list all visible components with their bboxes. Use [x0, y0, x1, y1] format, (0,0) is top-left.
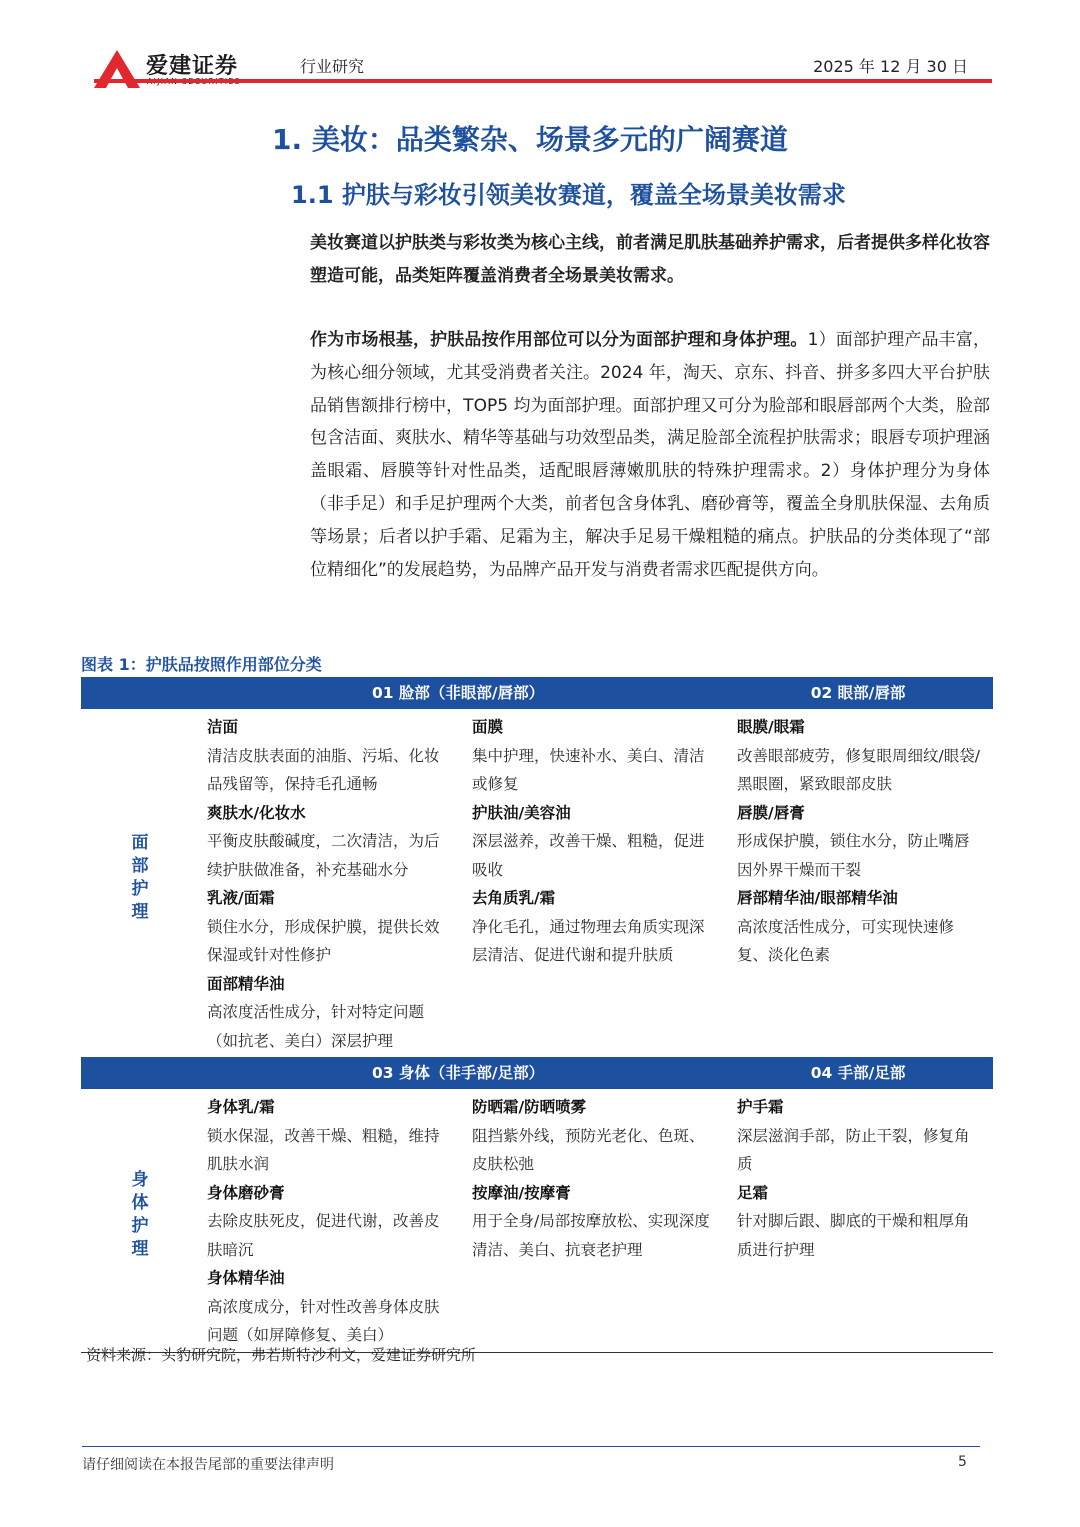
- group-label-text: 面部护理: [127, 832, 148, 925]
- product-category-name: 面部精华油: [207, 974, 285, 993]
- product-category-description: 高浓度成分，针对性改善身体皮肤问题（如屏障修复、美白）: [207, 1297, 440, 1344]
- product-category-name: 唇膜/唇膏: [737, 803, 805, 822]
- chapter-heading: 1. 美妆：品类繁杂、场景多元的广阔赛道: [272, 123, 788, 156]
- group-header-row: [81, 1057, 993, 1089]
- group-header-left: 01 脸部（非眼部/唇部）: [81, 677, 723, 709]
- product-category-name: 护肤油/美容油: [472, 803, 571, 822]
- product-category-name: 护手霜: [737, 1098, 784, 1116]
- product-category-description: 锁水保湿，改善干燥、粗糙，维持肌肤水润: [207, 1126, 440, 1173]
- product-category-description: 清洁皮肤表面的油脂、污垢、化妆品残留等，保持毛孔通畅: [207, 746, 440, 793]
- category-column: [723, 1089, 993, 1352]
- product-category-description: 形成保护膜，锁住水分，防止嘴唇因外界干燥而干裂: [737, 832, 970, 879]
- summary-paragraph: 美妆赛道以护肤类与彩妆类为核心主线，前者满足肌肤基础养护需求，后者提供多样化妆容塑造可能，品类矩阵覆盖消费者全场景美妆需求。: [310, 233, 990, 286]
- product-category-name: 洁面: [207, 718, 239, 736]
- figure-source: 资料来源：头豹研究院，弗若斯特沙利文，爱建证券研究所: [86, 1346, 477, 1364]
- product-category-description: 深层滋养，改善干燥、粗糙，促进吸收: [472, 832, 705, 879]
- group-body-row: [81, 1089, 993, 1352]
- product-category-description: 锁住水分，形成保护膜，提供长效保湿或针对性修护: [207, 917, 440, 964]
- page-number: 5: [958, 1454, 967, 1470]
- product-category-name: 面膜: [472, 718, 504, 736]
- category-column: [458, 709, 723, 1057]
- product-category-name: 身体乳/霜: [207, 1098, 275, 1116]
- product-category-description: 平衡皮肤酸碱度，二次清洁，为后续护肤做准备，补充基础水分: [207, 832, 440, 879]
- product-category-description: 净化毛孔，通过物理去角质实现深层清洁、促进代谢和提升肤质: [472, 917, 705, 964]
- product-category-name: 去角质乳/霜: [472, 889, 556, 907]
- classification-table: [81, 677, 993, 1353]
- product-category-description: 改善眼部疲劳，修复眼周细纹/眼袋/黑眼圈，紧致眼部皮肤: [737, 746, 980, 793]
- report-date: 2025 年 12 月 30 日: [813, 57, 968, 76]
- product-category-name: 爽肤水/化妆水: [207, 803, 306, 822]
- product-category-description: 用于全身/局部按摩放松、实现深度清洁、美白、抗衰老护理: [472, 1212, 710, 1259]
- group-label: [81, 709, 193, 1057]
- body-text: 1）面部护理产品丰富，为核心细分领域，尤其受消费者关注。2024 年，淘天、京东、抖音、拼多多四大平台护肤品销售额排行榜中，TOP5 均为面部护理。面部护理又可分为脸部和眼唇部两个大类，脸部包含洁面、爽肤水、精华等基础与功效型品类，满足脸部全流程护肤需求；眼唇专项护理涵盖眼霜、唇膜等针对性品类，适配眼唇薄嫩肌肤的特殊护理需求。2）身体护理分为身体（非手足）和手足护理两个大类，前者包含身体乳、磨砂膏等，覆盖全身肌肤保湿、去角质等场景；后者以护手霜、足霜为主，解决手足易干燥粗糙的痛点。护肤品的分类体现了“部位精细化”的发展趋势，为品牌产品开发与消费者需求匹配提供方向。: [310, 330, 990, 580]
- product-category-name: 身体精华油: [207, 1269, 285, 1287]
- group-header-left: 03 身体（非手部/足部）: [81, 1057, 723, 1089]
- group-header-right: 02 眼部/唇部: [723, 677, 993, 709]
- header-divider: [94, 79, 992, 83]
- product-category-description: 集中护理，快速补水、美白、清洁或修复: [472, 746, 705, 793]
- product-category-name: 唇部精华油/眼部精华油: [737, 889, 898, 907]
- figure-caption: 图表 1：护肤品按照作用部位分类: [81, 655, 322, 674]
- product-category-name: 防晒霜/防晒喷雾: [472, 1098, 587, 1116]
- group-label: [81, 1089, 193, 1352]
- section-label: 行业研究: [300, 57, 365, 76]
- product-category-description: 去除皮肤死皮，促进代谢，改善皮肤暗沉: [207, 1212, 440, 1259]
- product-category-name: 足霜: [737, 1183, 769, 1202]
- section-heading: 1.1 护肤与彩妆引领美妆赛道，覆盖全场景美妆需求: [291, 181, 846, 209]
- product-category-name: 乳液/面霜: [207, 889, 275, 907]
- group-label-text: 身体护理: [127, 1169, 148, 1262]
- product-category-name: 按摩油/按摩膏: [472, 1183, 571, 1202]
- product-category-description: 阻挡紫外线，预防光老化、色斑、皮肤松弛: [472, 1126, 705, 1173]
- footer-divider: [82, 1446, 980, 1447]
- category-column: [723, 709, 993, 1057]
- brand-name: 爱建证券: [146, 54, 239, 79]
- product-category-description: 高浓度活性成分，可实现快速修复、淡化色素: [737, 917, 955, 964]
- category-column: [458, 1089, 723, 1352]
- body-lead: 作为市场根基，护肤品按作用部位可以分为面部护理和身体护理。: [310, 330, 808, 350]
- group-header-right: 04 手部/足部: [723, 1057, 993, 1089]
- body-paragraph: [310, 324, 990, 586]
- product-category-description: 针对脚后跟、脚底的干燥和粗厚角质进行护理: [737, 1212, 970, 1259]
- product-category-description: 深层滋润手部，防止干裂，修复角质: [737, 1126, 970, 1173]
- group-header-row: [81, 677, 993, 709]
- footer-disclaimer: 请仔细阅读在本报告尾部的重要法律声明: [82, 1457, 334, 1473]
- group-body-row: [81, 709, 993, 1057]
- product-category-name: 身体磨砂膏: [207, 1183, 285, 1202]
- category-column: [193, 709, 458, 1057]
- product-category-name: 眼膜/眼霜: [737, 718, 805, 736]
- category-column: [193, 1089, 458, 1352]
- product-category-description: 高浓度活性成分，针对特定问题（如抗老、美白）深层护理: [207, 1003, 425, 1050]
